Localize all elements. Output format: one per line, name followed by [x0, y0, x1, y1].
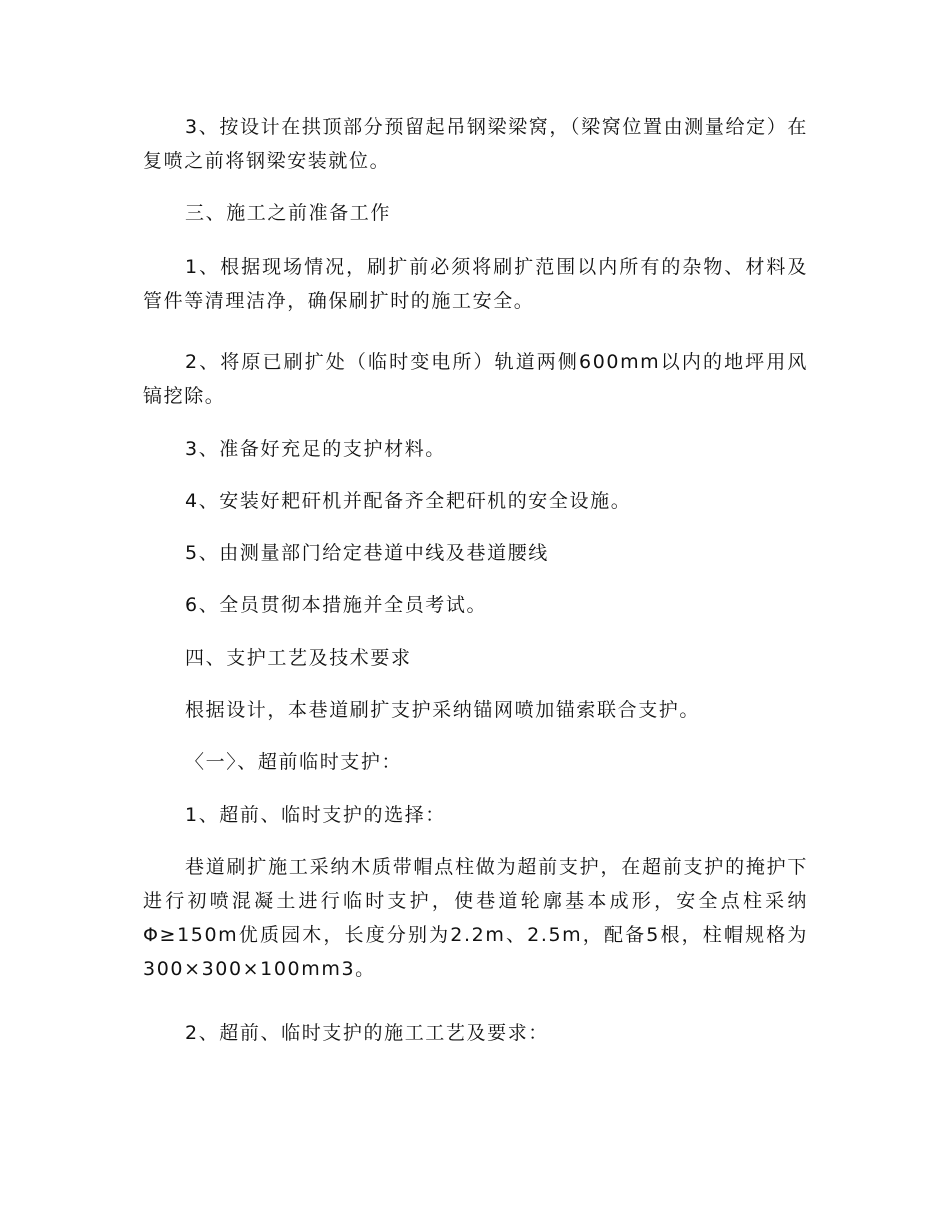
paragraph-beam-pockets: 3、按设计在拱顶部分预留起吊钢梁梁窝，（梁窝位置由测量给定）在复喷之前将钢梁安装就位。 [143, 116, 808, 172]
paragraph-prep-item-6: 6、全员贯彻本措施并全员考试。 [185, 594, 488, 616]
paragraph-prep-item-1: 1、根据现场情况，刷扩前必须将刷扩范围以内所有的杂物、材料及管件等清理洁净，确保刷扩时的施工安全。 [143, 256, 808, 312]
heading-section-four: 四、支护工艺及技术要求 [185, 647, 412, 669]
paragraph-prep-item-4: 4、安装好耙矸机并配备齐全耙矸机的安全设施。 [185, 490, 632, 512]
paragraph-prep-item-5: 5、由测量部门给定巷道中线及巷道腰线 [185, 542, 549, 564]
paragraph-prep-item-2: 2、将原已刷扩处（临时变电所）轨道两侧600mm以内的地坪用风镐挖除。 [143, 351, 808, 407]
paragraph-prep-item-3: 3、准备好充足的支护材料。 [185, 438, 446, 460]
paragraph-support-process-title: 2、超前、临时支护的施工工艺及要求： [185, 1022, 549, 1044]
paragraph-support-selection-body: 巷道刷扩施工采纳木质带帽点柱做为超前支护，在超前支护的掩护下进行初喷混凝土进行临时支护，使巷道轮廓基本成形，安全点柱采纳Φ≥150m优质园木，长度分别为2.2m、2.5m，配备5根，柱帽规格为300×300×100mm3。 [143, 856, 808, 980]
paragraph-support-overview: 根据设计，本巷道刷扩支护采纳锚网喷加锚索联合支护。 [185, 699, 701, 721]
heading-advance-support: 〈一〉、超前临时支护： [185, 751, 403, 773]
paragraph-support-selection-title: 1、超前、临时支护的选择： [185, 804, 446, 826]
heading-section-three: 三、施工之前准备工作 [185, 202, 392, 224]
